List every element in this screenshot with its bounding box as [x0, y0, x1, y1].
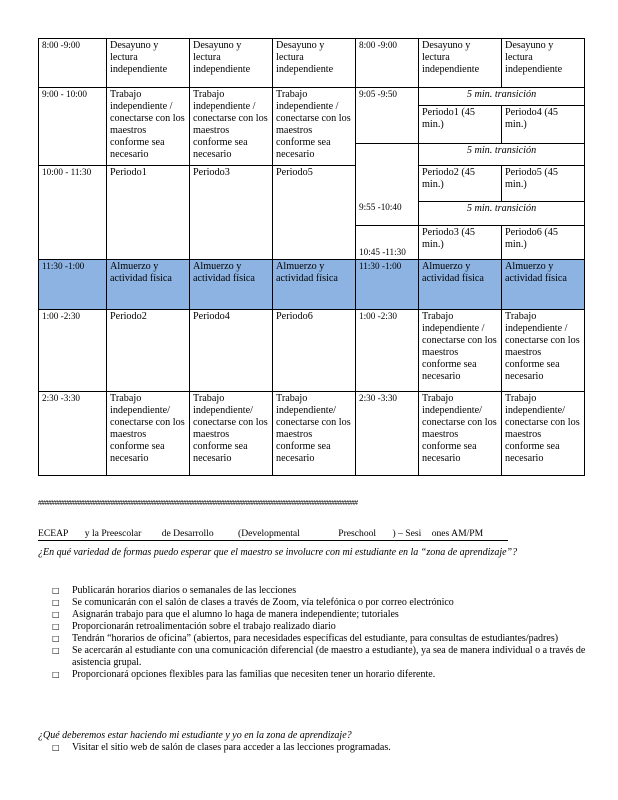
schedule-cell: Periodo5 — [273, 166, 356, 260]
heading-part: y la Preescolar — [84, 528, 142, 539]
schedule-cell: Trabajo independiente/ conectarse con los maestros conforme sea necesario — [502, 392, 585, 476]
time-cell: 11:30 -1:00 — [356, 260, 419, 310]
schedule-cell: Almuerzo y actividad física — [190, 260, 273, 310]
schedule-cell: Periodo6 — [273, 310, 356, 392]
section-heading — [38, 528, 483, 539]
list-item — [52, 585, 592, 597]
period-cell: Periodo4 (45 min.) — [502, 106, 585, 144]
heading-underline — [38, 540, 508, 541]
schedule-cell: Trabajo independiente/ conectarse con los maestros conforme sea necesario — [107, 392, 190, 476]
bullet-box-icon: □ — [52, 743, 60, 752]
schedule-cell: Desayuno y lectura independiente — [190, 39, 273, 88]
list-item-text: Visitar el sitio web de salón de clases para acceder a las lecciones programadas. — [72, 742, 391, 753]
schedule-cell: Trabajo independiente / conectarse con los maestros conforme sea necesario — [273, 88, 356, 166]
list-item — [52, 597, 592, 609]
heading-part: ECEAP — [38, 528, 69, 539]
schedule-cell: Trabajo independiente/ conectarse con los maestros conforme sea necesario — [273, 392, 356, 476]
time-cell: 10:45 -11:30 — [356, 226, 419, 260]
list-item — [52, 609, 592, 621]
time-cell: 9:00 - 10:00 — [39, 88, 107, 166]
question-2: ¿Qué deberemos estar haciendo mi estudiante y yo en la zona de aprendizaje? — [38, 730, 352, 741]
period-cell: Periodo2 (45 min.) — [419, 166, 502, 202]
time-cell: 9:05 -9:50 — [356, 88, 419, 144]
schedule-table — [38, 38, 585, 476]
schedule-cell: Desayuno y lectura independiente — [502, 39, 585, 88]
bullet-box-icon: □ — [52, 646, 60, 655]
period-cell: Periodo5 (45 min.) — [502, 166, 585, 202]
list-item-text: Tendrán “horarios de oficina” (abiertos, para necesidades específicas del estudiante, para consultas de estudiantes/padres) — [72, 633, 559, 644]
schedule-row — [39, 310, 585, 392]
schedule-cell: Trabajo independiente/ conectarse con los maestros conforme sea necesario — [190, 392, 273, 476]
schedule-cell: Trabajo independiente / conectarse con los maestros conforme sea necesario — [190, 88, 273, 166]
bullet-box-icon: □ — [52, 634, 60, 643]
list-item — [52, 669, 592, 681]
bullet-box-icon: □ — [52, 598, 60, 607]
heading-part: ones AM/PM — [431, 528, 484, 539]
time-cell: 8:00 -9:00 — [356, 39, 419, 88]
schedule-row — [39, 392, 585, 476]
schedule-row — [39, 39, 585, 88]
time-cell: 1:00 -2:30 — [39, 310, 107, 392]
list-item-text: Proporcionarán retroalimentación sobre el trabajo realizado diario — [72, 621, 336, 632]
schedule-cell: Desayuno y lectura independiente — [419, 39, 502, 88]
heading-part: ) – Sesi — [392, 528, 422, 539]
time-cell: 1:00 -2:30 — [356, 310, 419, 392]
schedule-cell: Trabajo independiente/ conectarse con los maestros conforme sea necesario — [419, 392, 502, 476]
schedule-cell: Periodo2 — [107, 310, 190, 392]
list-item-text: Se comunicarán con el salón de clases a través de Zoom, vía telefónica o por correo electrónico — [72, 597, 454, 608]
schedule-cell: Trabajo independiente / conectarse con los maestros conforme sea necesario — [502, 310, 585, 392]
schedule-cell: Almuerzo y actividad física — [107, 260, 190, 310]
time-cell: 9:55 -10:40 — [356, 144, 419, 226]
heading-part: (Developmental — [238, 528, 300, 539]
schedule-cell: Desayuno y lectura independiente — [273, 39, 356, 88]
period-cell: Periodo3 (45 min.) — [419, 226, 502, 260]
heading-part: de Desarrollo — [161, 528, 214, 539]
list-item — [52, 645, 592, 669]
schedule-cell: Trabajo independiente / conectarse con los maestros conforme sea necesario — [419, 310, 502, 392]
schedule-cell: Trabajo independiente / conectarse con los maestros conforme sea necesario — [107, 88, 190, 166]
time-cell: 11:30 -1:00 — [39, 260, 107, 310]
heading-part: Preschool — [338, 528, 377, 539]
time-cell: 2:30 -3:30 — [356, 392, 419, 476]
schedule-cell: Periodo3 — [190, 166, 273, 260]
transition-cell: 5 min. transición — [419, 88, 585, 106]
schedule-cell: Periodo4 — [190, 310, 273, 392]
list-item — [52, 742, 592, 754]
list-item-text: Se acercarán al estudiante con una comunicación diferencial (de maestro a estudiante), ya sea de manera individual o a través de asistencia grupal. — [72, 645, 586, 668]
schedule-cell: Almuerzo y actividad física — [502, 260, 585, 310]
time-cell: 10:00 - 11:30 — [39, 166, 107, 260]
transition-cell: 5 min. transición — [419, 144, 585, 166]
period-cell: Periodo1 (45 min.) — [419, 106, 502, 144]
question-1: ¿En qué variedad de formas puedo esperar que el maestro se involucre con mi estudiante en la “zona de aprendizaje”? — [38, 547, 518, 558]
period-cell: Periodo6 (45 min.) — [502, 226, 585, 260]
schedule-row — [39, 260, 585, 310]
separator-line: ################################################################################################# — [38, 500, 358, 507]
schedule-cell: Periodo1 — [107, 166, 190, 260]
bullet-box-icon: □ — [52, 622, 60, 631]
list-item-text: Publicarán horarios diarios o semanales de las lecciones — [72, 585, 297, 596]
time-cell: 2:30 -3:30 — [39, 392, 107, 476]
schedule-cell: Desayuno y lectura independiente — [107, 39, 190, 88]
list-item-text: Proporcionará opciones flexibles para las familias que necesiten tener un horario diferente. — [72, 669, 436, 680]
list-item — [52, 621, 592, 633]
schedule-cell: Almuerzo y actividad física — [273, 260, 356, 310]
list-item — [52, 633, 592, 645]
bullet-list-1 — [52, 585, 592, 681]
bullet-box-icon: □ — [52, 586, 60, 595]
bullet-list-2 — [52, 742, 592, 754]
bullet-box-icon: □ — [52, 670, 60, 679]
bullet-box-icon: □ — [52, 610, 60, 619]
schedule-cell: Almuerzo y actividad física — [419, 260, 502, 310]
transition-cell: 5 min. transición — [419, 202, 585, 226]
list-item-text: Asignarán trabajo para que el alumno lo haga de manera independiente; tutoriales — [72, 609, 399, 620]
time-cell: 8:00 -9:00 — [39, 39, 107, 88]
